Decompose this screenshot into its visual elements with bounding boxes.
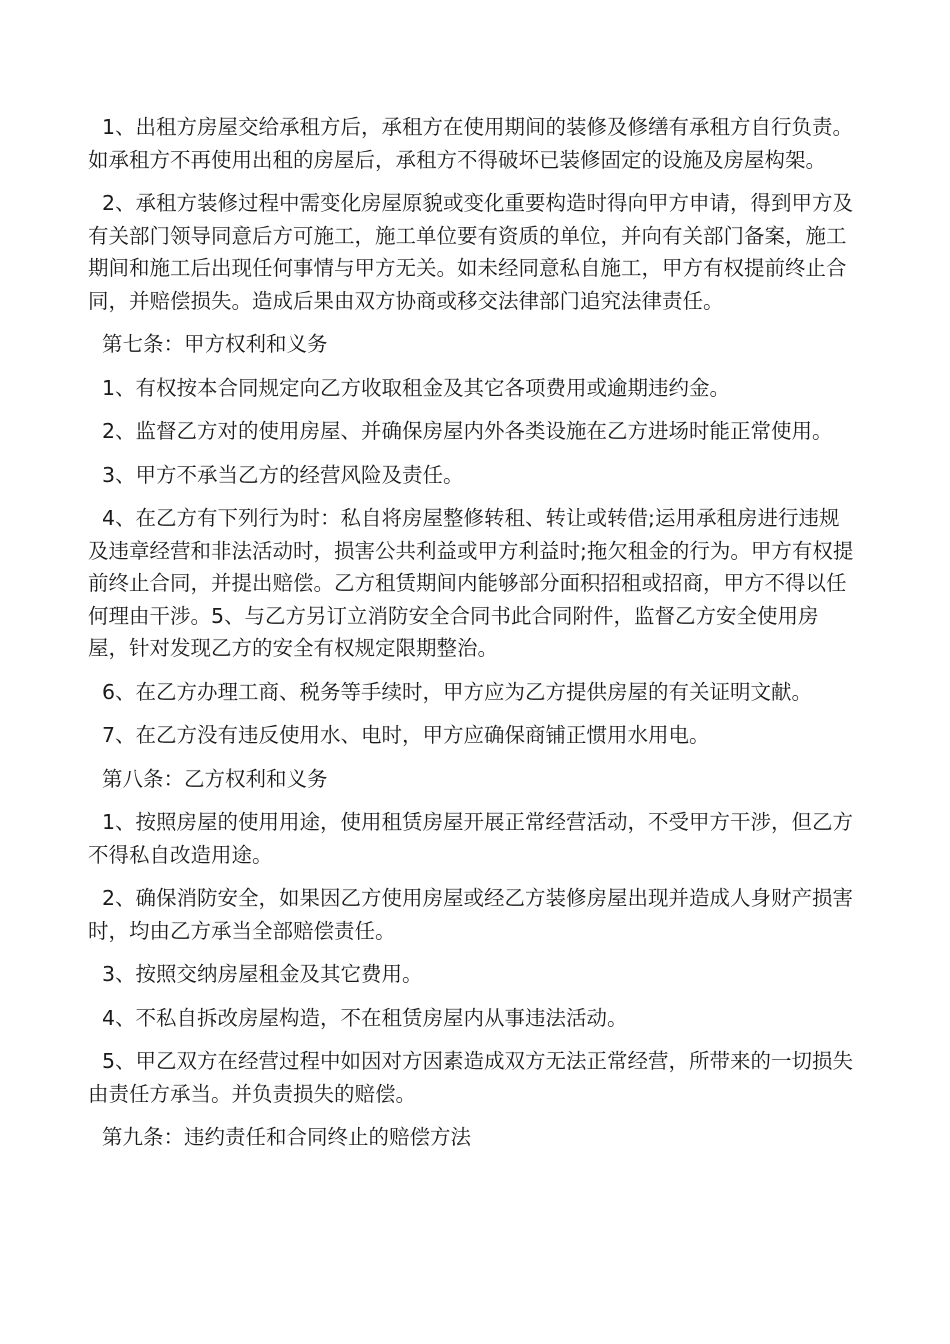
article-heading: 第七条：甲方权利和义务	[102, 332, 328, 356]
clause-paragraph: 2、确保消防安全，如果因乙方使用房屋或经乙方装修房屋出现并造成人身财产损害时，均由乙方承当全部赔偿责任。	[88, 886, 854, 943]
clause-paragraph: 2、监督乙方对的使用房屋、并确保房屋内外各类设施在乙方进场时能正常使用。	[102, 419, 833, 443]
clause-paragraph: 1、按照房屋的使用用途，使用租赁房屋开展正常经营活动，不受甲方干涉，但乙方不得私自改造用途。	[88, 810, 854, 867]
clause-paragraph: 4、不私自拆改房屋构造，不在租赁房屋内从事违法活动。	[102, 1005, 628, 1030]
article-heading: 第九条：违约责任和合同终止的赔偿方法	[102, 1125, 471, 1149]
clause-paragraph: 7、在乙方没有违反使用水、电时，甲方应确保商铺正惯用水用电。	[102, 723, 710, 747]
clause-paragraph: 4、在乙方有下列行为时：私自将房屋整修转租、转让或转借;运用承租房进行违规及违章经营和非法活动时，损害公共利益或甲方利益时;拖欠租金的行为。甲方有权提前终止合同，并提出赔偿。乙方租赁期间内能够部分面积招租或招商，甲方不得以任何理由干涉。5、与乙方另订立消防安全合同书此合同附件，监督乙方安全使用房屋，针对发现乙方的安全有权规定限期整治。	[88, 506, 854, 660]
clause-paragraph: 3、甲方不承当乙方的经营风险及责任。	[102, 462, 464, 487]
clause-paragraph: 6、在乙方办理工商、税务等手续时，甲方应为乙方提供房屋的有关证明文献。	[102, 679, 813, 704]
document-body	[88, 111, 854, 1165]
clause-paragraph: 1、有权按本合同规定向乙方收取租金及其它各项费用或逾期违约金。	[102, 375, 731, 400]
clause-paragraph: 5、甲乙双方在经营过程中如因对方因素造成双方无法正常经营，所带来的一切损失由责任方承当。并负责损失的赔偿。	[88, 1049, 854, 1106]
clause-paragraph: 1、出租方房屋交给承租方后，承租方在使用期间的装修及修缮有承租方自行负责。如承租方不再使用出租的房屋后，承租方不得破坏已装修固定的设施及房屋构架。	[88, 115, 854, 172]
article-heading: 第八条：乙方权利和义务	[102, 766, 328, 791]
clause-paragraph: 2、承租方装修过程中需变化房屋原貌或变化重要构造时得向甲方申请，得到甲方及有关部门领导同意后方可施工，施工单位要有资质的单位，并向有关部门备案，施工期间和施工后出现任何事情与甲方无关。如未经同意私自施工，甲方有权提前终止合同，并赔偿损失。造成后果由双方协商或移交法律部门追究法律责任。	[88, 191, 854, 313]
clause-paragraph: 3、按照交纳房屋租金及其它费用。	[102, 962, 423, 986]
